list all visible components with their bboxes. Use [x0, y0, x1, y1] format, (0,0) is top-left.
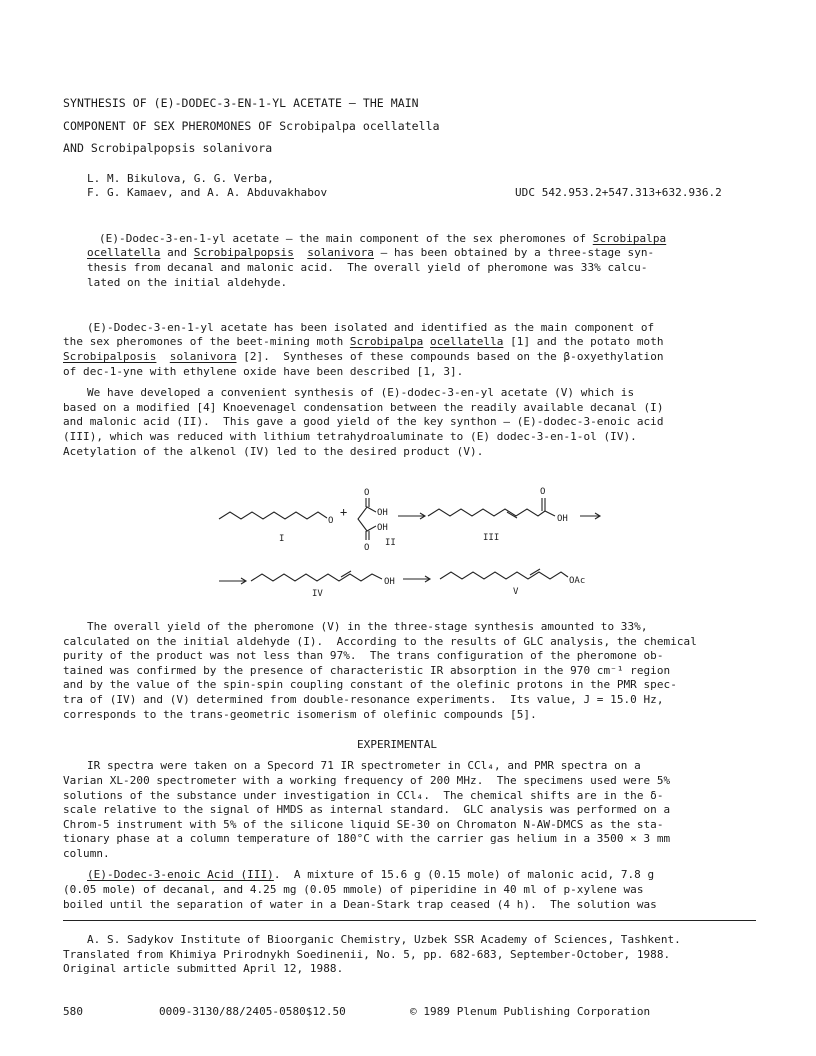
malonic-oh-bottom: OH — [377, 523, 388, 533]
intro-text: [2]. Syntheses of these compounds based on the β-oxyethylation — [236, 350, 664, 363]
para5-text: . A mixture of 15.6 g (0.15 mole) of malonic acid, 7.8 g — [273, 868, 655, 881]
para5-line-2: (0.05 mole) of decanal, and 4.25 mg (0.05 mmole) of piperidine in 40 ml of p-xylene was — [63, 883, 644, 896]
species-name: Scrobipalposis — [63, 350, 157, 363]
species-name: ocellatella — [430, 335, 504, 348]
plus-sign: + — [340, 505, 348, 519]
acid-chain — [428, 509, 545, 516]
carbonyl-oxygen-bottom: O — [364, 543, 370, 553]
compound-label-III: III — [483, 533, 500, 543]
para4-line-7: column. — [63, 847, 110, 860]
copyright: © 1989 Plenum Publishing Corporation — [410, 1005, 651, 1018]
species-name: solanivora — [169, 350, 237, 363]
compound-label-V: V — [513, 587, 519, 597]
authors-line-1: L. M. Bikulova, G. G. Verba, — [87, 172, 274, 185]
footnote-line-3: Original article submitted April 12, 1988. — [63, 962, 344, 975]
intro-line-4: of dec-1-yne with ethylene oxide have been described [1, 3]. — [63, 365, 464, 378]
acid-c-oh-bond — [545, 511, 555, 516]
udc-code: UDC 542.953.2+547.313+632.936.2 — [515, 186, 722, 199]
abstract-text: — has been obtained by a three-stage syn- — [373, 246, 655, 259]
alkenol-chain — [251, 574, 382, 581]
abstract-text: and — [160, 246, 194, 259]
para3-line-7: corresponds to the trans-geometric isomerism of olefinic compounds [5]. — [63, 708, 537, 721]
page-number: 580 — [63, 1005, 84, 1018]
para4-line-6: tionary phase at a column temperature of 180°C with the carrier gas helium in a 3500 × 3 mm — [63, 832, 671, 845]
title-line-2-text: COMPONENT OF SEX PHEROMONES OF — [63, 119, 280, 133]
species-name: Scrobipalpa — [349, 335, 424, 348]
intro-text: [1] and the potato moth — [503, 335, 664, 348]
para2-line-2: based on a modified [4] Knoevenagel condensation between the readily available decanal (I) — [63, 401, 664, 414]
intro-line-1: (E)-Dodec-3-en-1-yl acetate has been isolated and identified as the main component of — [87, 321, 655, 334]
para5-line-3: boiled until the separation of water in a Dean-Stark trap ceased (4 h). The solution was — [63, 898, 657, 911]
para3-line-3: purity of the product was not less than 97%. The trans configuration of the pheromone ob- — [63, 649, 664, 662]
authors-line-2: F. G. Kamaev, and A. A. Abduvakhabov — [87, 186, 328, 199]
compound-label-I: I — [279, 534, 285, 544]
para4-line-1: IR spectra were taken on a Specord 71 IR spectrometer in CCl₄, and PMR spectra on a — [87, 759, 641, 772]
footnote-line-2: Translated from Khimiya Prirodnykh Soedinenii, No. 5, pp. 682-683, September-October, 1988. — [63, 948, 671, 961]
para5-line-1 — [87, 868, 654, 882]
species-name: solanivora — [307, 246, 374, 259]
para2-line-1: We have developed a convenient synthesis of (E)-dodec-3-en-yl acetate (V) which is — [87, 386, 635, 399]
compound-heading: (E)-Dodec-3-enoic Acid (III) — [87, 868, 274, 881]
abstract-text: (E)-Dodec-3-en-1-yl acetate — the main component of the sex pheromones of — [99, 232, 593, 245]
para4-line-2: Varian XL-200 spectrometer with a working frequency of 200 MHz. The specimens used were 5% — [63, 774, 671, 787]
species-name: Scrobipalpopsis — [193, 246, 294, 259]
experimental-heading: EXPERIMENTAL — [357, 738, 438, 751]
malonic-skeleton — [358, 507, 376, 531]
footnote-line-1: A. S. Sadykov Institute of Bioorganic Chemistry, Uzbek SSR Academy of Sciences, Tashkent. — [87, 933, 681, 946]
title-line-1: SYNTHESIS OF (E)-DODEC-3-EN-1-YL ACETATE — THE MAIN — [63, 96, 419, 110]
compound-label-IV: IV — [312, 589, 323, 599]
malonic-oh-top: OH — [377, 508, 388, 518]
article-code: 0009-3130/88/2405-0580$12.50 — [159, 1005, 346, 1018]
alkenol-oh-label: OH — [384, 577, 395, 587]
para4-line-4: scale relative to the signal of HMDS as internal standard. GLC analysis was performed on a — [63, 803, 671, 816]
species-name: ocellatella — [87, 246, 161, 259]
intro-text: the sex pheromones of the beet-mining moth — [63, 335, 350, 348]
acid-oh-label: OH — [557, 514, 568, 524]
aldehyde-oxygen-label: O — [328, 516, 334, 526]
para3-line-6: tra of (IV) and (V) determined from double-resonance experiments. Its value, J = 15.0 Hz, — [63, 693, 664, 706]
species-name: Scrobipalpa — [592, 232, 667, 245]
para4-line-3: solutions of the substance under investigation in CCl₄. The chemical shifts are in the δ- — [63, 789, 664, 802]
para4-line-5: Chrom-5 instrument with 5% of the silicone liquid SE-30 on Chromaton N-AW-DMCS as the sta- — [63, 818, 664, 831]
para3-line-1: The overall yield of the pheromone (V) in the three-stage synthesis amounted to 33%, — [87, 620, 648, 633]
acetate-oac-label: OAc — [569, 576, 586, 586]
para2-line-3: and malonic acid (II). This gave a good yield of the key synthon — (E)-dodec-3-enoic acid — [63, 415, 664, 428]
acetate-chain — [440, 572, 568, 579]
abstract-line-4: lated on the initial aldehyde. — [87, 276, 288, 289]
title-line-3-text: AND — [63, 141, 91, 155]
para2-line-4: (III), which was reduced with lithium tetrahydroaluminate to (E) dodec-3-en-1-ol (IV). — [63, 430, 637, 443]
compound-label-II: II — [385, 538, 396, 548]
para3-line-5: and by the value of the spin-spin coupling constant of the olefinic protons in the PMR spec- — [63, 678, 677, 691]
title-species-2: Scrobipalpopsis solanivora — [90, 141, 273, 155]
acid-carbonyl-oxygen: O — [540, 487, 546, 497]
para3-line-4: tained was confirmed by the presence of characteristic IR absorption in the 970 cm⁻¹ region — [63, 664, 671, 677]
decanal-chain — [219, 512, 327, 519]
footnote-divider — [63, 920, 756, 921]
para3-line-2: calculated on the initial aldehyde (I). According to the results of GLC analysis, the chemical — [63, 635, 697, 648]
abstract-line-3: thesis from decanal and malonic acid. The overall yield of pheromone was 33% calcu- — [87, 261, 648, 274]
carbonyl-oxygen-top: O — [364, 488, 370, 498]
para2-line-5: Acetylation of the alkenol (IV) led to the desired product (V). — [63, 445, 484, 458]
title-species-1: Scrobipalpa ocellatella — [279, 119, 440, 133]
